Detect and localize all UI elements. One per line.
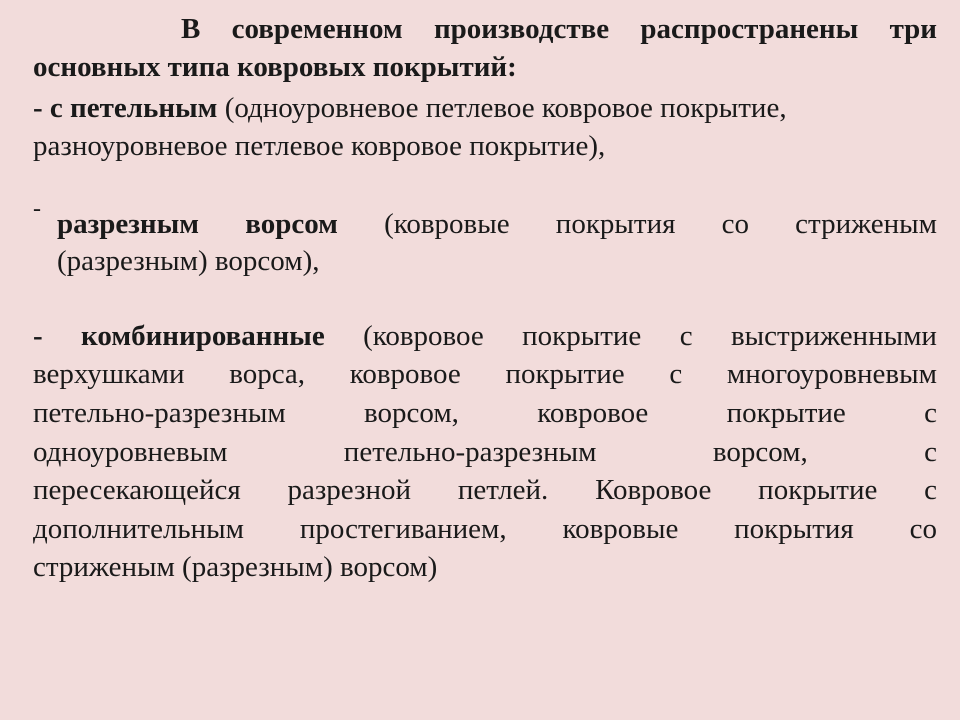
item-3-l2-word-3: ковровое (349, 358, 461, 390)
item-3-l6-word-3: ковровые (562, 513, 679, 545)
item-3-line-2 (33, 356, 937, 392)
item-3-l3-word-4: покрытие (726, 397, 846, 429)
intro-line-2: основных типа ковровых покрытий: (33, 51, 517, 83)
intro-word-2: современном (231, 13, 403, 45)
item-3-l1-word-4: выстриженными (730, 320, 937, 352)
item-3-line-1 (33, 318, 937, 354)
item-2-line-1 (57, 206, 937, 242)
item-3-l3-word-2: ворсом, (364, 397, 459, 429)
intro-word-4: распространены (640, 13, 859, 45)
item-2-word-4: покрытия (555, 208, 676, 240)
item-2-word-3: (ковровые (384, 208, 510, 240)
item-3-l1-word-2: покрытие (522, 320, 642, 352)
item-3-l6-word-5: со (909, 513, 937, 545)
item-3-l1-word-1: (ковровое (363, 320, 484, 352)
item-1-title: - с петельным (33, 92, 218, 124)
intro-word-3: производстве (433, 13, 610, 45)
item-3-l5-word-5: покрытие (758, 474, 878, 506)
item-3-l3-word-5: с (924, 397, 937, 429)
item-3-l6-word-1: дополнительным (33, 513, 245, 545)
item-3-line-7: стриженым (разрезным) ворсом) (33, 551, 438, 583)
item-3-l2-word-4: покрытие (505, 358, 625, 390)
item-3-line-6 (33, 511, 937, 547)
item-2-bullet: - (33, 196, 41, 222)
item-3-line-4 (33, 434, 937, 470)
item-2-line-2: (разрезным) ворсом), (57, 245, 320, 277)
item-3-l6-word-4: покрытия (734, 513, 854, 545)
item-3-l5-word-6: с (924, 474, 937, 506)
item-3-l2-word-6: многоуровневым (726, 358, 937, 390)
item-3-bullet: - (33, 320, 43, 352)
item-3-line-5 (33, 472, 937, 508)
intro-word-5: три (889, 13, 937, 45)
item-3-l5-word-4: Ковровое (595, 474, 712, 506)
item-3-l6-word-2: простегиванием, (299, 513, 507, 545)
item-2-title-word-2: ворсом (245, 208, 338, 240)
item-3-l5-word-2: разрезной (287, 474, 412, 506)
item-3-l4-word-1: одноуровневым (33, 436, 228, 468)
item-3-l3-word-1: петельно-разрезным (33, 397, 286, 429)
item-3-l2-word-5: с (669, 358, 683, 390)
item-2-title-word-1: разрезным (57, 208, 200, 240)
item-1-line-1 (33, 90, 787, 126)
item-2-word-6: стриженым (795, 208, 937, 240)
item-1-line-2: разноуровневое петлевое ковровое покрытие), (33, 130, 606, 162)
item-2-word-5: со (721, 208, 749, 240)
item-3-l2-word-2: ворса, (229, 358, 306, 390)
item-3-l4-word-3: ворсом, (712, 436, 808, 468)
intro-line-1 (181, 11, 937, 47)
item-3-l2-word-1: верхушками (33, 358, 185, 390)
item-3-line-3 (33, 395, 937, 431)
intro-word-1: В (181, 13, 201, 45)
item-3-l4-word-2: петельно-разрезным (343, 436, 597, 468)
item-3-l1-word-3: с (679, 320, 693, 352)
item-3-l4-word-4: с (924, 436, 937, 468)
item-3-l5-word-1: пересекающейся (33, 474, 241, 506)
item-3-l3-word-3: ковровое (537, 397, 649, 429)
item-3-title: комбинированные (81, 320, 325, 352)
item-1-description: (одноуровневое петлевое ковровое покрытие, (217, 92, 787, 124)
item-3-l5-word-3: петлей. (457, 474, 549, 506)
